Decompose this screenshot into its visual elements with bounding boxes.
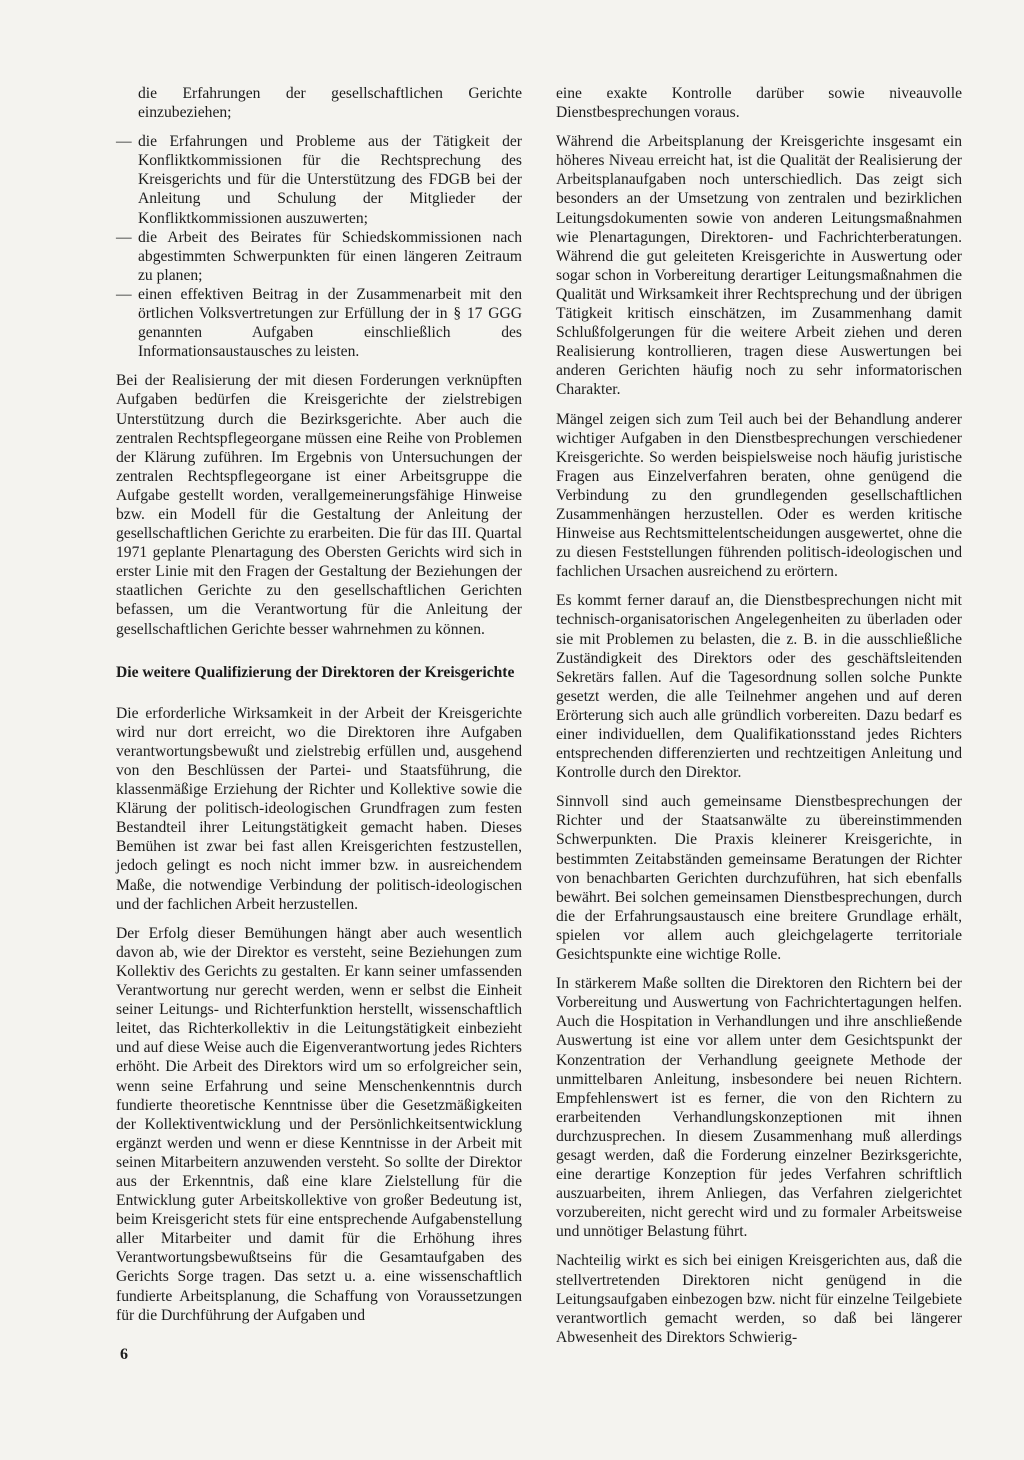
paragraph: Der Erfolg dieser Bemühungen hängt aber auch wesentlich davon ab, wie der Direktor es versteht, seine Beziehungen zum Kollektiv des Gerichts zu gestalten. Er kann seiner umfassenden Verantwortung nur gerecht werden, wenn er selbst die Einheit seiner Leitungs- und Richterfunktion herstellt, wissenschaftlich leitet, das Richterkollektiv in die Leitungstätigkeit einbezieht und auf diese Weise auch die Eigenverantwortung jedes Richters erhöht. Die Arbeit des Direktors wird um so erfolgreicher sein, wenn seine Erfahrung und seine Menschenkenntnis durch fundierte theoretische Kenntnisse über die Gesetzmäßigkeiten der Kollektiventwicklung und der Persönlichkeitsentwicklung ergänzt werden und wenn er diese Kenntnisse in der Arbeit mit seinen Mitarbeitern anzuwenden versteht. So sollte der Direktor aus der Erkenntnis, daß eine klare Zielstellung für die Entwicklung guter Arbeitskollektive von großer Bedeutung ist, beim Kreisgericht stets für eine entsprechende Aufgabenstellung aller Mitarbeiter und damit für die Erhöhung ihres Verantwortungsbewußtseins für die Gesamtaufgaben des Gerichts Sorge tragen. Das setzt u. a. eine wissenschaftlich fundierte Arbeitsplanung, die Schaffung von Voraussetzungen für die Durchführung der Aufgaben und	[116, 924, 522, 1324]
paragraph: Es kommt ferner darauf an, die Dienstbesprechungen nicht mit technisch-organisatorischen Angelegenheiten zu überladen oder sie mit Problemen zu belasten, die z. B. in die ausschließliche Zuständigkeit des Direktors oder des geschäftsleitenden Sekretärs fallen. Auf die Tagesordnung sollen solche Punkte gesetzt werden, die alle Teilnehmer angehen und auf deren Erörterung sich auch alle gründlich vorbereiten. Dazu bedarf es einer individuellen, dem Qualifikationsstand jedes Richters entsprechenden differenzierten und rechtzeitigen Anleitung und Kontrolle durch den Direktor.	[556, 592, 962, 782]
list-item: — die Erfahrungen und Probleme aus der Tätigkeit der Konfliktkommissionen für die Rechtsprechung des Kreisgerichts und für die Unterstützung des FDGB bei der Anleitung und Schulung der Mitglieder der Konfliktkommissionen auszuwerten;	[116, 132, 522, 227]
paragraph: Während die Arbeitsplanung der Kreisgerichte insgesamt ein höheres Niveau erreicht hat, ist die Qualität der Realisierung der Arbeitsplanaufgaben noch unterschiedlich. Das zeigt sich besonders an der Umsetzung von zentralen und bezirklichen Leitungsdokumenten sowie von anderen Leitungsmaßnahmen wie Plenartagungen, Direktoren- und Fachrichterberatungen. Während die gut geleiteten Kreisgerichte in Auswertung oder sogar schon in Vorbereitung derartiger Leitungsmaßnahmen die Qualität und Wirksamkeit ihrer Rechtsprechung und der übrigen Tätigkeit kritisch einschätzen, im Zusammenhang damit Schlußfolgerungen für die weitere Arbeit ziehen und deren Realisierung kontrollieren, tragen diese Auswertungen bei anderen Gerichten häufig noch zu sehr informatorischen Charakter.	[556, 133, 962, 399]
paragraph: In stärkerem Maße sollten die Direktoren den Richtern bei der Vorbereitung und Auswertung von Fachrichtertagungen helfen. Auch die Hospitation in Verhandlungen und ihre anschließende Auswertung ist eine vor allem unter dem Gesichtspunkt der Konzentration der Verhandlung geeignete Methode der unmittelbaren Anleitung, insbesondere bei neuen Richtern. Empfehlenswert ist es ferner, die von den Richtern zu erarbeitenden Verhandlungskonzeptionen mit ihnen durchzusprechen. In diesem Zusammenhang muß allerdings gesagt werden, daß die Forderung einzelner Bezirksgerichte, eine derartige Konzeption für jedes Verfahren schriftlich auszuarbeiten, ihrem Anliegen, das Verfahren zielgerichtet vorzubereiten, nicht gerecht wird und zu formaler Arbeitsweise und unnötiger Belastung führt.	[556, 975, 962, 1241]
right-column	[556, 84, 962, 1357]
intro-fragment: die Erfahrungen der gesellschaftlichen Gerichte einzubeziehen;	[138, 85, 522, 122]
paragraph: eine exakte Kontrolle darüber sowie niveauvolle Dienstbesprechungen voraus.	[556, 85, 962, 122]
paragraph: Mängel zeigen sich zum Teil auch bei der Behandlung anderer wichtiger Aufgaben in den Dienstbesprechungen verschiedener Kreisgerichte. So werden beispielsweise noch häufig juristische Fragen aus Einzelverfahren beraten, ohne genügend die Verbindung zu den grundlegenden gesellschaftlichen Zusammenhängen herzustellen. Oder es werden kritische Hinweise aus Rechtsmittelentscheidungen ausgewertet, ohne die zu diesen Feststellungen führenden politisch-ideologischen und fachlichen Ursachen ausreichend zu erörtern.	[556, 410, 962, 581]
left-column	[116, 84, 522, 1335]
page-number: 6	[120, 1346, 128, 1363]
section-heading: Die weitere Qualifizierung der Direktoren der Kreisgerichte	[116, 663, 515, 681]
task-list	[116, 132, 522, 361]
list-item: — die Arbeit des Beirates für Schiedskommissionen nach abgestimmten Schwerpunkten für einen längeren Zeitraum zu planen;	[116, 228, 522, 285]
paragraph: Bei der Realisierung der mit diesen Forderungen verknüpften Aufgaben bedürfen die Kreisgerichte der zielstrebigen Unterstützung durch die Bezirksgerichte. Aber auch die zentralen Rechtspflegeorgane müssen eine Reihe von Problemen der Klärung zuführen. Im Ergebnis von Untersuchungen der zentralen Rechtspflegeorgane ist einer Arbeitsgruppe die Aufgabe gestellt worden, verallgemeinerungsfähige Hinweise bzw. ein Modell für die Gestaltung der Anleitung der gesellschaftlichen Gerichte zu erarbeiten. Die für das III. Quartal 1971 geplante Plenartagung des Obersten Gerichts wird sich in erster Linie mit den Fragen der Gestaltung der Beziehungen der staatlichen Gerichte zu den gesellschaftlichen Gerichten befassen, um die Verantwortung für die Anleitung der gesellschaftlichen Gerichte besser wahrnehmen zu können.	[116, 372, 522, 638]
list-item: — einen effektiven Beitrag in der Zusammenarbeit mit den örtlichen Volksvertretungen zur Erfüllung der in § 17 GGG genannten Aufgaben einschließlich des Informationsaustausches zu leisten.	[116, 285, 522, 361]
paragraph: Sinnvoll sind auch gemeinsame Dienstbesprechungen der Richter und der Staatsanwälte zu übereinstimmenden Schwerpunkten. Die Praxis kleinerer Kreisgerichte, in bestimmten Zeitabständen gemeinsame Beratungen der Richter von benachbarten Gerichten durchzuführen, hat sich ebenfalls bewährt. Bei solchen gemeinsamen Dienstbesprechungen, durch die der Erfahrungsaustausch eine breitere Grundlage erhält, spielen vor allem auch gleichgelagerte territoriale Gesichtspunkte eine wichtige Rolle.	[556, 793, 962, 964]
paragraph: Nachteilig wirkt es sich bei einigen Kreisgerichten aus, daß die stellvertretenden Direktoren nicht genügend in die Leitungsaufgaben einbezogen bzw. nicht für einzelne Teilgebiete verantwortlich gemacht werden, so daß bei längerer Abwesenheit des Direktors Schwierig-	[556, 1252, 962, 1346]
paragraph: Die erforderliche Wirksamkeit in der Arbeit der Kreisgerichte wird nur dort erreicht, wo die Direktoren ihre Aufgaben verantwortungsbewußt und zielstrebig erfüllen und, ausgehend von den Beschlüssen der Partei- und Staatsführung, die klassenmäßige Erziehung der Richter und Kollektive sowie die Klärung der politisch-ideologischen Grundfragen zum festen Bestandteil ihrer Leitungstätigkeit gemacht haben. Dieses Bemühen ist zwar bei fast allen Kreisgerichten festzustellen, jedoch gelingt es noch nicht immer bzw. in ausreichendem Maße, die notwendige Verbindung der politisch-ideologischen und der fachlichen Arbeit herzustellen.	[116, 704, 522, 913]
